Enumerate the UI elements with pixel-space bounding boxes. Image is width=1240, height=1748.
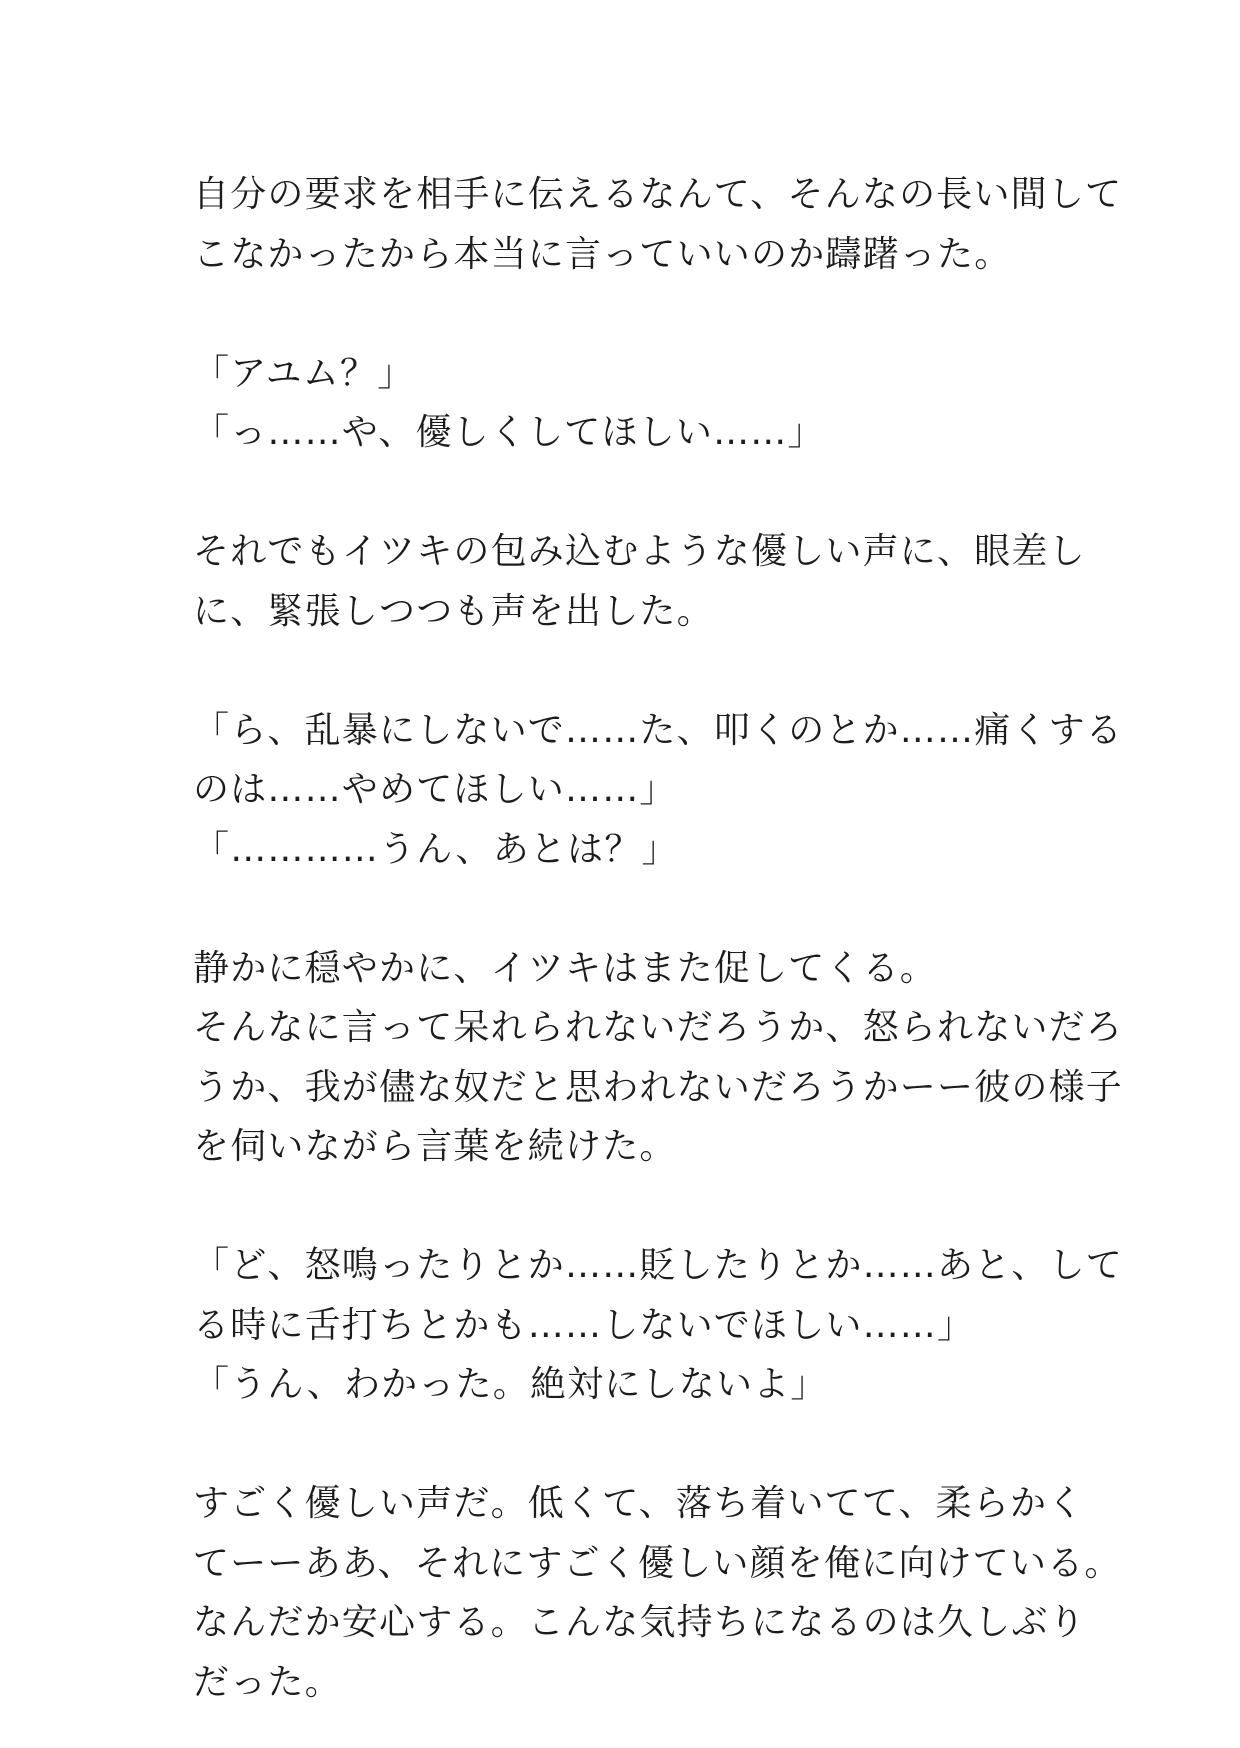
text-line: 「…………うん、あとは？」 [193,828,679,870]
text-line: を伺いながら言葉を続けた。 [193,1126,677,1167]
text-line: なんだか安心する。こんな気持ちになるのは久しぶり [193,1602,1086,1643]
text-line: 「うん、わかった。絶対にしないよ」 [193,1364,828,1405]
text-line: 「ら、乱暴にしないで……た、叩くのとか……痛くする [193,709,1124,751]
paragraph-gap [193,1177,1073,1237]
text-line: うか、我が儘な奴だと思われないだろうかーー彼の様子 [193,1066,1124,1108]
text-line: だった。 [193,1661,342,1703]
text-line: こなかったから本当に言っていいのか躊躇った。 [193,233,1012,275]
text-line: に、緊張しつつも声を出した。 [193,590,714,632]
text-line: 「アユム？」 [193,352,415,394]
text-line: る時に舌打ちとかも……しないでほしい……」 [193,1304,975,1346]
paragraph-gap [193,641,1073,701]
paragraph-gap [193,879,1073,939]
text-line: 自分の要求を相手に伝えるなんて、そんなの長い間して [193,174,1123,215]
text-line: 「っ……や、優しくしてほしい……」 [193,412,825,453]
text-line: 静かに穏やかに、イツキはまた促してくる。 [193,947,938,989]
paragraph-gap [193,463,1073,523]
paragraph-gap [193,1415,1073,1475]
body-text [193,165,1124,1712]
text-line: すごく優しい声だ。低くて、落ち着いてて、柔らかく [193,1483,1085,1524]
text-line: 「ど、怒鳴ったりとか……貶したりとか……あと、して [193,1245,1124,1286]
text-line: てーーああ、それにすごく優しい顔を俺に向けている。 [193,1542,1122,1584]
text-line: それでもイツキの包み込むような優しい声に、眼差し [193,531,1086,572]
text-line: そんなに言って呆れられないだろうか、怒られないだろ [193,1007,1124,1048]
text-line: のは……やめてほしい……」 [193,769,677,810]
paragraph-gap [193,284,1073,344]
